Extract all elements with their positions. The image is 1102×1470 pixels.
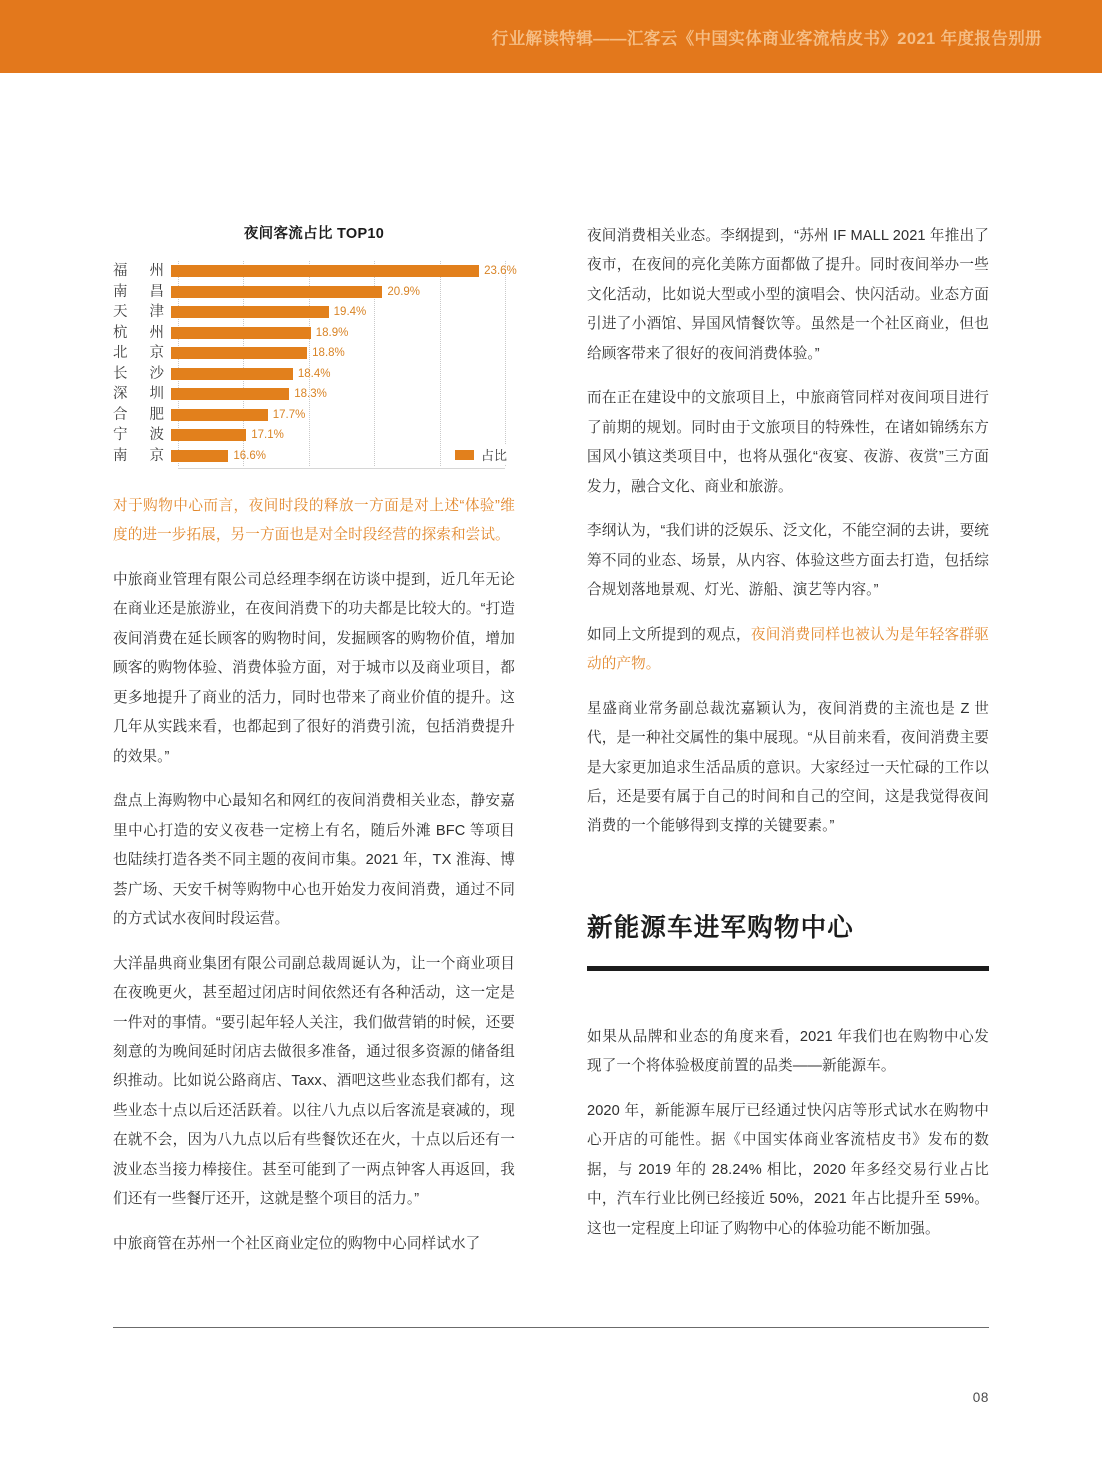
chart-bar	[171, 327, 311, 339]
chart-bar-track	[171, 405, 515, 426]
chart-bar-value-label: 18.8%	[312, 347, 345, 360]
chart-bar-row	[113, 282, 515, 303]
chart-category-label: 深圳	[113, 386, 164, 402]
page-header-band	[0, 0, 1102, 73]
left-paragraph-3: 大洋晶典商业集团有限公司副总裁周诞认为，让一个商业项目在夜晚更火，甚至超过闭店时间依然还有各种活动，这一定是一件对的事情。“要引起年轻人关注，我们做营销的时候，还要刻意的为晚间延时闭店去做很多准备，通过很多资源的储备组织推动。比如说公路商店、Taxx、酒吧这些业态我们都有，这些业态十点以后还活跃着。以往八九点以后客流是衰减的，现在就不会，因为八九点以后有些餐饮还在火，十点以后还有一波业态当接力棒接住。甚至可能到了一两点钟客人再返回，我们还有一些餐厅还开，这就是整个项目的活力。”	[113, 955, 515, 1208]
left-paragraph-2: 盘点上海购物中心最知名和网红的夜间消费相关业态，静安嘉里中心打造的安义夜巷一定榜上有名，随后外滩 BFC 等项目也陆续打造各类不同主题的夜间市集。2021 年，TX 淮海、博荟广场、天安千树等购物中心也开始发力夜间消费，通过不同的方式试水夜间时段运营。	[113, 793, 515, 928]
chart-body	[113, 261, 515, 466]
chart-bar-row	[113, 384, 515, 405]
chart-bar-value-label: 23.6%	[484, 265, 517, 278]
footer-divider	[113, 1327, 989, 1328]
chart-bar-track	[171, 282, 515, 303]
chart-bar	[171, 368, 293, 380]
chart-bar-track	[171, 343, 515, 364]
section-paragraph-1: 如果从品牌和业态的角度来看，2021 年我们也在购物中心发现了一个将体验极度前置的品类——新能源车。	[587, 1028, 989, 1075]
chart-bar-row	[113, 405, 515, 426]
chart-bar-rows	[113, 261, 515, 466]
chart-category-label: 宁波	[113, 427, 164, 443]
chart-bar	[171, 450, 228, 462]
chart-bar-value-label: 18.3%	[294, 388, 327, 401]
chart-category-label: 福州	[113, 263, 164, 279]
chart-bar-value-label: 16.6%	[233, 449, 266, 462]
two-column-content	[113, 222, 989, 1259]
right-column	[587, 222, 989, 1259]
chart-bar-value-label: 17.7%	[272, 408, 306, 421]
left-column	[113, 222, 515, 1259]
chart-bar-track	[171, 323, 515, 344]
right-accent-paragraph	[587, 621, 989, 680]
section-heading-title: 新能源车进军购物中心	[587, 913, 855, 942]
chart-bar	[171, 388, 289, 400]
chart-bar	[171, 265, 479, 277]
night-traffic-chart	[113, 222, 515, 466]
chart-bar	[171, 409, 268, 421]
chart-bar-value-label: 18.9%	[315, 326, 349, 339]
chart-bar-track	[171, 302, 515, 323]
chart-bar-row	[113, 425, 515, 446]
accent-paragraph-lead: 如同上文所提到的观点，	[587, 626, 751, 643]
chart-category-label: 合肥	[113, 406, 164, 423]
section-heading-block	[587, 908, 989, 971]
chart-category-label: 天津	[113, 304, 164, 320]
section-paragraph-2: 2020 年，新能源车展厅已经通过快闪店等形式试水在购物中心开店的可能性。据《中国实体商业客流桔皮书》发布的数据，与 2019 年的 28.24% 相比，2020 年多经交易行业占比中，汽车行业比例已经接近 50%，2021 年占比提升至 59%。这也一定程度上印证了购物中心的体验功能不断加强。	[587, 1102, 989, 1237]
right-paragraph-1: 夜间消费相关业态。李纲提到，“苏州 IF MALL 2021 年推出了夜市，在夜间的亮化美陈方面都做了提升。同时夜间举办一些文化活动，比如说大型或小型的演唱会、快闪活动。业态方面引进了小酒馆、异国风情餐饮等。虽然是一个社区商业，但也给顾客带来了很好的夜间消费体验。”	[587, 228, 989, 362]
chart-bar-value-label: 19.4%	[333, 306, 367, 319]
chart-category-label: 杭州	[113, 324, 164, 341]
chart-bar-row	[113, 343, 515, 364]
chart-bar-row	[113, 323, 515, 344]
chart-bar	[171, 286, 382, 298]
chart-bar	[171, 306, 329, 318]
right-paragraph-2: 而在正在建设中的文旅项目上，中旅商管同样对夜间项目进行了前期的规划。同时由于文旅项目的特殊性，在诸如锦绣东方国风小镇这类项目中，也将从强化“夜宴、夜游、夜赏”三方面发力，融合文化、商业和旅游。	[587, 390, 989, 495]
left-paragraph-1: 中旅商业管理有限公司总经理李纲在访谈中提到，近几年无论在商业还是旅游业，在夜间消费下的功夫都是比较大的。“打造夜间消费在延长顾客的购物时间，发掘顾客的购物价值，增加顾客的购物体验、消费体验方面，对于城市以及商业项目，都更多地提升了商业的活力，同时也带来了商业价值的提升。这几年从实践来看，也都起到了很好的消费引流，包括消费提升的效果。”	[113, 571, 515, 765]
legend-swatch-icon	[455, 450, 474, 460]
chart-title: 夜间客流占比 TOP10	[243, 226, 385, 242]
legend-label: 占比	[480, 448, 507, 463]
chart-bar-track	[171, 425, 515, 446]
chart-bar-track	[171, 261, 515, 282]
chart-axis-line	[178, 468, 505, 469]
right-paragraph-4: 星盛商业常务副总裁沈嘉颖认为，夜间消费的主流也是 Z 世代，是一种社交属性的集中展现。“从目前来看，夜间消费主要是大家更加追求生活品质的意识。大家经过一天忙碌的工作以后，还是要有属于自己的时间和自己的空间，这是我觉得夜间消费的一个能够得到支撑的关键要素。”	[587, 700, 989, 835]
chart-bar-row	[113, 261, 515, 282]
chart-bar	[171, 347, 307, 359]
chart-category-label: 南昌	[113, 283, 164, 300]
accent-paragraph-highlight: 夜间消费同样也被认为是年轻客群驱动的产物。	[587, 626, 989, 673]
chart-bar-row	[113, 364, 515, 385]
chart-category-label: 北京	[113, 345, 164, 361]
right-paragraph-3: 李纲认为，“我们讲的泛娱乐、泛文化，不能空洞的去讲，要统筹不同的业态、场景，从内容、体验这些方面去打造，包括综合规划落地景观、灯光、游船、演艺等内容。”	[587, 523, 989, 599]
chart-legend	[449, 445, 507, 464]
chart-bar-track	[171, 364, 515, 385]
chart-category-label: 南京	[113, 447, 164, 464]
chart-category-label: 长沙	[113, 365, 164, 382]
left-paragraph-4: 中旅商管在苏州一个社区商业定位的购物中心同样试水了	[113, 1235, 481, 1252]
page-number: 08	[972, 1390, 989, 1405]
chart-bar	[171, 429, 246, 441]
chart-bar-row	[113, 302, 515, 323]
header-title: 行业解读特辑——汇客云《中国实体商业客流桔皮书》2021 年度报告别册	[491, 29, 1042, 48]
chart-bar-value-label: 18.4%	[297, 367, 331, 380]
chart-bar-track	[171, 384, 515, 405]
left-callout-paragraph: 对于购物中心而言，夜间时段的释放一方面是对上述“体验”维度的进一步拓展，另一方面也是对全时段经营的探索和尝试。	[113, 498, 515, 544]
chart-bar-value-label: 17.1%	[251, 429, 284, 442]
section-heading-rule	[587, 966, 989, 971]
chart-bar-value-label: 20.9%	[387, 285, 421, 298]
